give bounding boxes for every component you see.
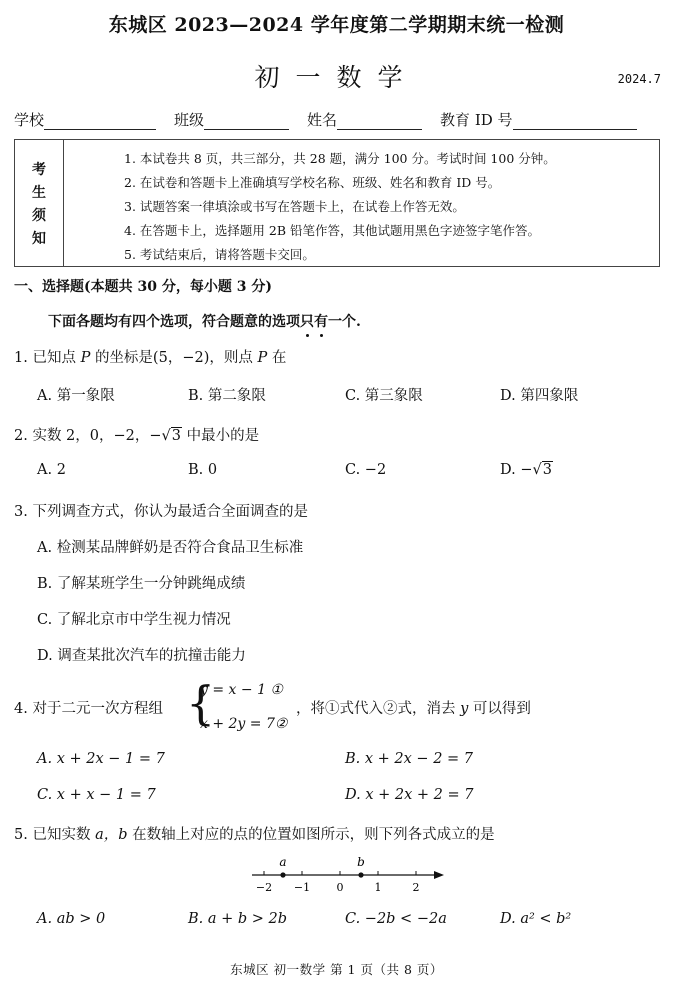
sqrt-symbol: √3 <box>532 462 552 478</box>
q3-option-c[interactable]: C. 了解北京市中学生视力情况 <box>37 612 231 628</box>
question-4-tail: ，将①式代入②式，消去 y 可以得到 <box>296 701 531 717</box>
tick-label: 2 <box>412 881 420 894</box>
q3-option-a[interactable]: A. 检测某品牌鲜奶是否符合食品卫生标准 <box>37 540 304 556</box>
class-label: 班级 <box>174 111 205 129</box>
q3-option-b[interactable]: B. 了解某班学生一分钟跳绳成绩 <box>37 576 246 592</box>
school-field[interactable] <box>14 109 156 130</box>
equation-1: y = x − 1 ① <box>200 682 283 698</box>
number-line-arrow <box>434 871 444 879</box>
tick-label: 0 <box>336 881 344 894</box>
name-blank[interactable] <box>337 113 422 130</box>
school-blank[interactable] <box>44 113 156 130</box>
q4-option-b[interactable]: B. x + 2x − 2 = 7 <box>345 751 474 767</box>
emphasis-char: 有 <box>314 311 328 331</box>
id-blank[interactable] <box>513 113 637 130</box>
exam-title: 东城区 2023—2024 学年度第二学期期末统一检测 <box>108 14 565 36</box>
notice-line: 4. 在答题卡上，选择题用 2B 铅笔作答，其他试题用黑色字迹签字笔作答。 <box>124 223 540 238</box>
notice-line: 5. 考试结束后，请将答题卡交回。 <box>124 247 315 262</box>
notice-line: 1. 本试卷共 8 页，共三部分，共 28 题，满分 100 分。考试时间 100 分钟。 <box>124 151 556 166</box>
q2-option-a[interactable]: A. 2 <box>37 462 66 478</box>
q2-option-b[interactable]: B. 0 <box>188 462 218 478</box>
student-info-row <box>14 108 660 130</box>
equation-2: x + 2y = 7② <box>200 716 288 732</box>
q4-option-c[interactable]: C. x + x − 1 = 7 <box>37 787 156 803</box>
q3-option-d[interactable]: D. 调查某批次汽车的抗撞击能力 <box>37 648 246 664</box>
page-footer: 东城区 初一数学 第 1 页（共 8 页） <box>230 962 443 977</box>
q2-option-d[interactable]: D. −√3 <box>500 462 552 478</box>
emphasis-char: 只 <box>300 311 314 331</box>
label-a: a <box>279 855 287 869</box>
q5-option-a[interactable]: A. ab > 0 <box>37 911 106 927</box>
q1-option-d[interactable]: D. 第四象限 <box>500 388 579 404</box>
class-blank[interactable] <box>204 113 289 130</box>
point-a <box>280 872 285 877</box>
q1-option-c[interactable]: C. 第三象限 <box>345 388 423 404</box>
name-label: 姓名 <box>307 111 338 129</box>
q5-option-b[interactable]: B. a + b > 2b <box>188 911 288 927</box>
class-field[interactable] <box>174 109 289 130</box>
notice-body <box>64 140 659 266</box>
question-1: 1. 已知点 P 的坐标是(5，−2)，则点 P 在 <box>14 350 287 366</box>
tick-label: −1 <box>293 881 311 894</box>
exam-subject: 初一数学 <box>254 63 419 92</box>
question-3: 3. 下列调查方式，你认为最适合全面调查的是 <box>14 504 308 520</box>
id-label: 教育 ID 号 <box>440 111 513 129</box>
tick-label: −2 <box>255 881 273 894</box>
question-2: 2. 实数 2，0，−2，−√3 中最小的是 <box>14 428 260 444</box>
id-field[interactable] <box>440 109 637 130</box>
q4-option-a[interactable]: A. x + 2x − 1 = 7 <box>37 751 165 767</box>
number-line <box>248 852 448 898</box>
point-b <box>358 872 363 877</box>
tick-label: 1 <box>374 881 382 894</box>
q1-option-a[interactable]: A. 第一象限 <box>37 388 115 404</box>
question-4-stem: 4. 对于二元一次方程组 <box>14 701 163 717</box>
notice-line: 3. 试题答案一律填涂或书写在答题卡上，在试卷上作答无效。 <box>124 199 465 214</box>
equation-brace: { <box>186 676 216 730</box>
exam-date: 2024.7 <box>617 72 661 86</box>
section-instruction: 下面各题均有四个选项，符合题意的选项只有一个. <box>48 311 361 331</box>
q4-option-d[interactable]: D. x + 2x + 2 = 7 <box>345 787 474 803</box>
q1-option-b[interactable]: B. 第二象限 <box>188 388 266 404</box>
exam-notice-box <box>14 139 660 267</box>
q2-option-c[interactable]: C. −2 <box>345 462 387 478</box>
notice-heading: 考 生 须 知 <box>15 140 64 266</box>
sqrt-symbol: √3 <box>161 428 182 444</box>
q5-option-c[interactable]: C. −2b < −2a <box>345 911 447 927</box>
label-b: b <box>357 855 365 869</box>
q5-option-d[interactable]: D. a² < b² <box>500 911 572 927</box>
name-field[interactable] <box>307 109 422 130</box>
section-title: 一、选择题(本题共 30 分，每小题 3 分) <box>14 279 272 295</box>
notice-line: 2. 在试卷和答题卡上准确填写学校名称、班级、姓名和教育 ID 号。 <box>124 175 501 190</box>
school-label: 学校 <box>14 111 45 129</box>
question-5: 5. 已知实数 a，b 在数轴上对应的点的位置如图所示，则下列各式成立的是 <box>14 827 495 843</box>
